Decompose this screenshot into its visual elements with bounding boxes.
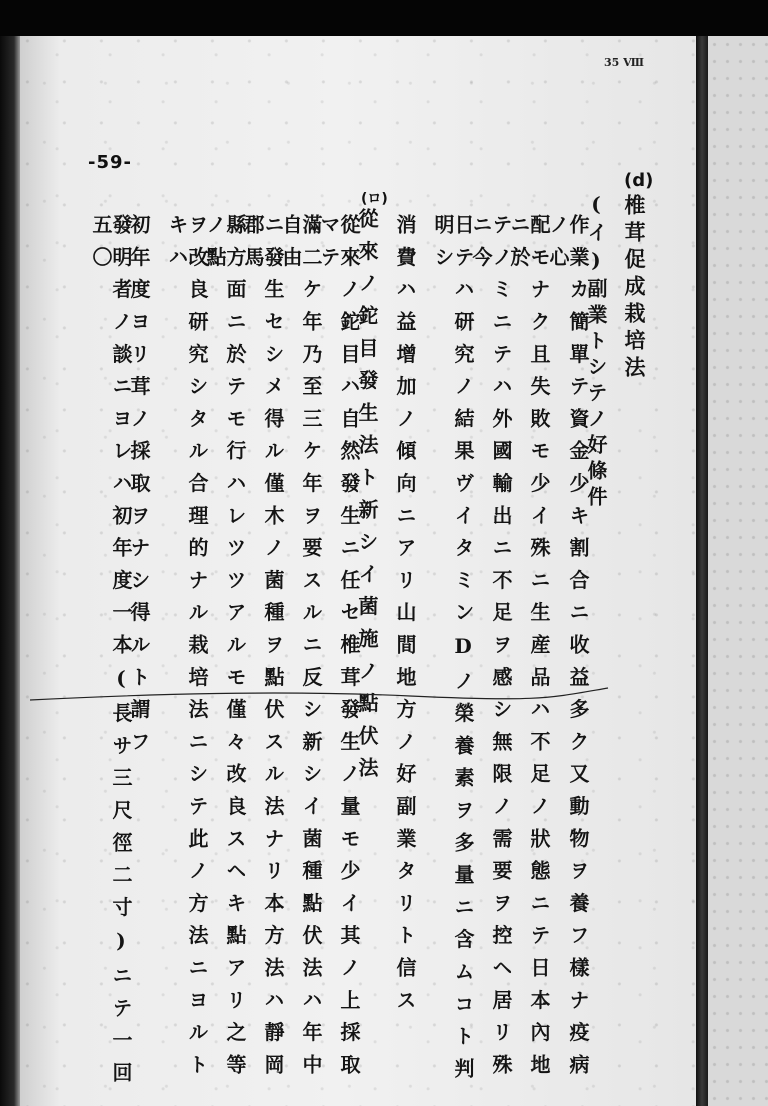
section-label: (d) <box>624 170 654 191</box>
section-title: 椎茸促成栽培法 <box>622 194 647 383</box>
subsection-marker: (ロ) <box>361 191 388 207</box>
scan-top-border <box>0 0 768 40</box>
text-column-11: ヲ改良研究シタル合理的ナル栽培法ニシテ此ノ方法ニヨルトキハ <box>165 214 209 1087</box>
text-column-8: 滿二ケ年乃至三ケ年ヲ要スルニ反シ新シイ菌種點伏法ハ年中自由 <box>279 214 323 1087</box>
text-column-1: 作業カ簡單テ資金少キ割合ニ收益多ク又動物ヲ養フ樣ナ疫病ノ心 <box>546 214 590 1087</box>
text-column-2: 配モナク且失敗モ少イ殊ニ生産品ハ不足ノ狀態ニテ日本內地ニ於 <box>507 214 551 1087</box>
text-column-13: 發明者ノ談ニヨレハ初年度一本(長サ三尺徑二寸)ニテ一回五〇 <box>89 214 133 1095</box>
page-number: -59- <box>88 152 132 173</box>
text-column-3: テノミニテハ外國輸出ニ不足ヲ感シ無限ノ需要ヲ控ヘ居リ殊ニ今 <box>469 214 513 1087</box>
subsection-title: (イ)副業トシテノ好條件 <box>584 192 608 512</box>
text-column-10: 縣方面ニ於テモ行ハレツツアルモ僅々改良スヘキ點アリ之等ノ點 <box>203 214 247 1087</box>
text-column-7: 從來ノ鉈目ハ自然發生ニ任セ椎茸發生ノ量モ少イ其ノ上採取マテ <box>317 214 361 1087</box>
text-column-9: ニ發生セシメ得ル僅木ノ菌種ヲ點伏スル法ナリ本方法ハ靜岡郡馬 <box>241 214 285 1087</box>
scan-left-edge <box>0 36 22 1106</box>
adjacent-page-edge <box>708 36 768 1106</box>
text-column-6: 從來ノ鉈目發生法ト新シイ菌施ノ點伏法 <box>355 208 379 790</box>
text-column-4: 日テハ研究ノ結果ヴイタミンDノ榮養素ヲ多量ニ含ムコト判明シ <box>431 214 475 1091</box>
text-column-12: 初年度ヨリ茸ノ採取ヲナシ得ルト謂フ <box>127 214 151 764</box>
corner-mark: 35 Ⅷ <box>604 56 645 69</box>
book-spine <box>696 36 708 1106</box>
text-column-5: 消費ハ益增加ノ傾向ニアリ山間地方ノ好副業タリト信ス <box>393 214 417 1022</box>
